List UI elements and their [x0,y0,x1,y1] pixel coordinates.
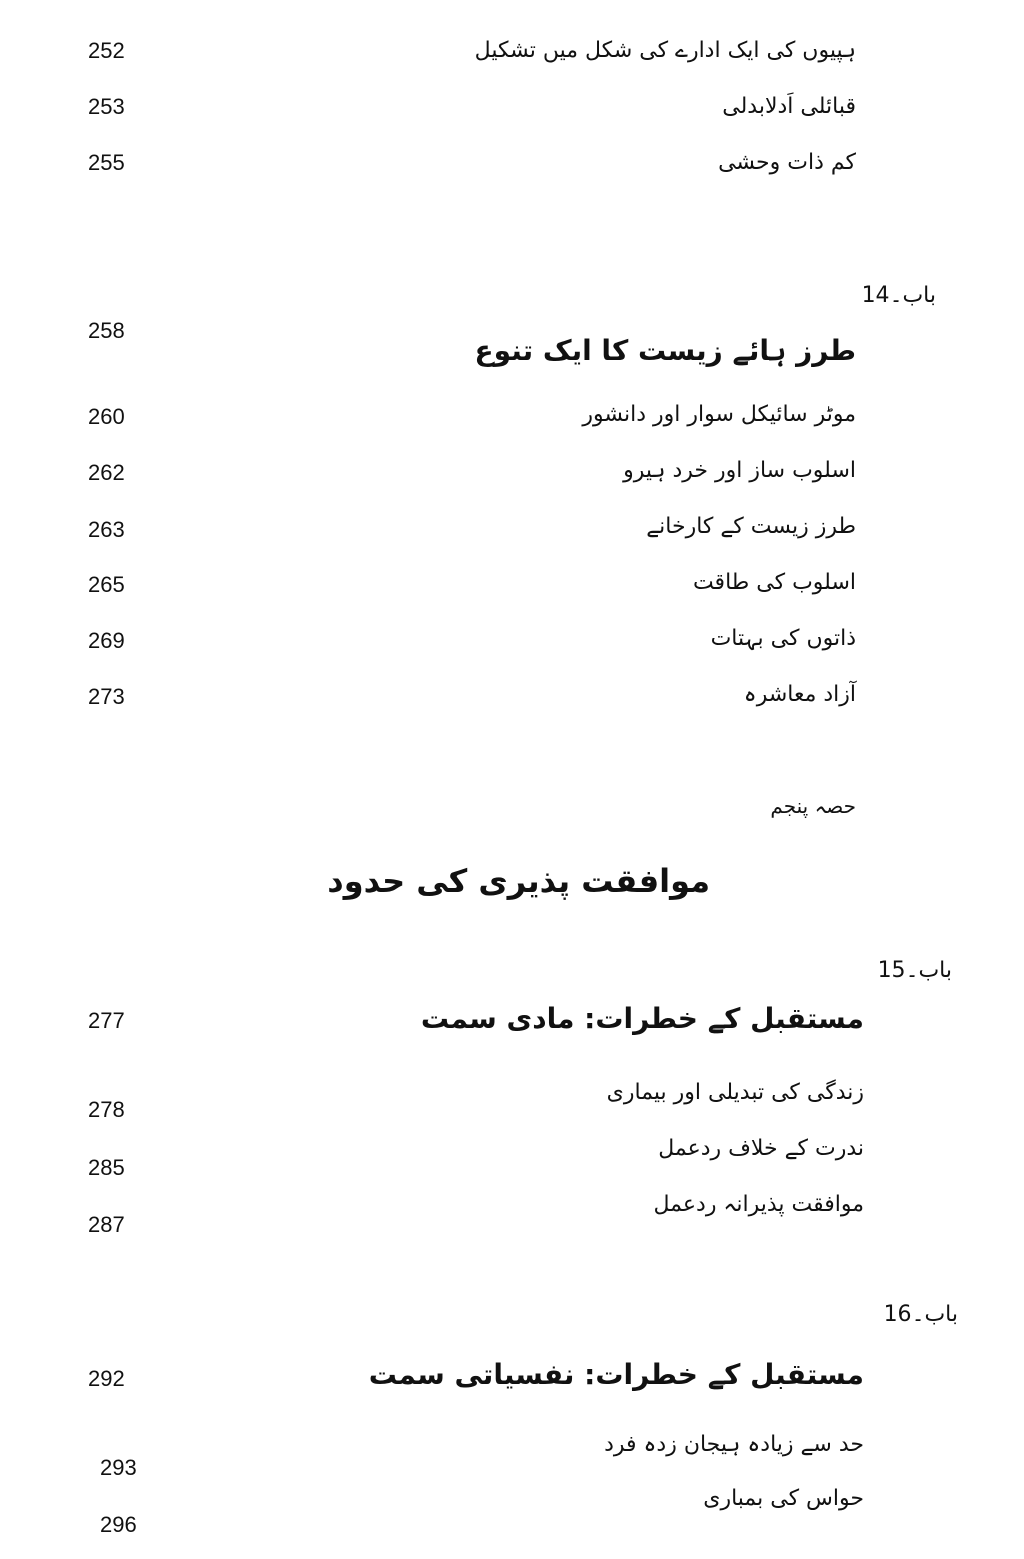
chapter-heading: باب۔16 [883,1302,958,1327]
toc-entry-text: ہپیوں کی ایک ادارے کی شکل میں تشکیل [474,38,856,63]
part-label: حصہ پنجم [770,794,856,818]
toc-entry-page: 265 [88,572,125,597]
toc-entry-text: اسلوب کی طاقت [692,570,856,595]
chapter-title-page: 292 [88,1366,125,1391]
toc-entry-text: ندرت کے خلاف ردعمل [658,1136,864,1161]
toc-entry-page: 255 [88,150,125,175]
chapter-title-page: 258 [88,318,125,343]
toc-entry-text: قبائلی اَدلابدلی [722,94,856,119]
chapter-title: مستقبل کے خطرات: مادی سمت [420,1002,864,1035]
toc-entry-page: 273 [88,684,125,709]
toc-entry-page: 260 [88,404,125,429]
toc-entry-text: حواس کی بمباری [703,1486,864,1511]
chapter-title: مستقبل کے خطرات: نفسیاتی سمت [368,1358,864,1391]
chapter-title-page: 277 [88,1008,125,1033]
chapter-heading: باب۔14 [861,283,936,308]
chapter-heading: باب۔15 [877,958,952,983]
toc-entry-page: 252 [88,38,125,63]
toc-entry-text: آزاد معاشرہ [743,682,856,707]
toc-entry-page: 293 [100,1455,137,1480]
toc-entry-text: کم ذات وحشی [718,150,856,175]
toc-entry-text: موٹر سائیکل سوار اور دانشور [582,402,856,427]
toc-entry-text: موافقت پذیرانہ ردعمل [653,1192,864,1217]
toc-entry-page: 287 [88,1212,125,1237]
toc-entry-text: حد سے زیادہ ہیجان زدہ فرد [604,1432,864,1457]
toc-entry-page: 285 [88,1155,125,1180]
toc-entry-page: 253 [88,94,125,119]
toc-entry-text: ذاتوں کی بہتات [710,626,856,651]
toc-entry-page: 296 [100,1512,137,1537]
toc-entry-text: زندگی کی تبدیلی اور بیماری [606,1080,864,1105]
toc-entry-text: طرز زیست کے کارخانے [646,514,856,539]
toc-entry-page: 278 [88,1097,125,1122]
chapter-title: طرز ہائے زیست کا ایک تنوع [474,334,856,367]
part-title: موافقت پذیری کی حدود [327,862,710,900]
toc-entry-page: 263 [88,517,125,542]
toc-entry-text: اسلوب ساز اور خرد ہیرو [623,458,856,483]
toc-entry-page: 269 [88,628,125,653]
toc-entry-page: 262 [88,460,125,485]
